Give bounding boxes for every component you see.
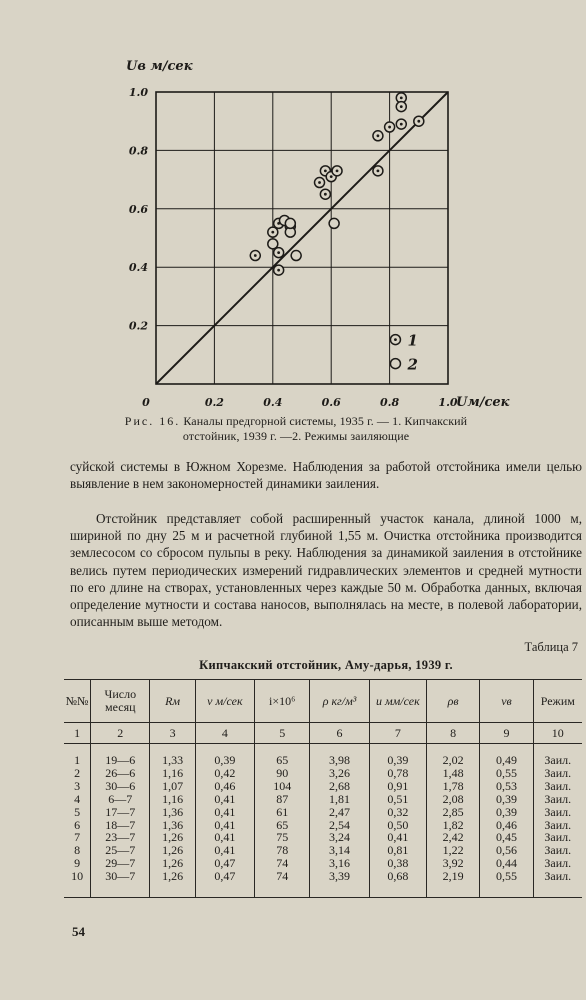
data-point-type-2 bbox=[291, 251, 301, 261]
data-point-type-2 bbox=[268, 239, 278, 249]
column-number-cell: 5 bbox=[255, 723, 310, 744]
table-cell: 0,55 bbox=[480, 767, 533, 780]
table-cell: 1,82 bbox=[427, 819, 480, 832]
table-body bbox=[64, 744, 582, 898]
table-cell: 0,41 bbox=[369, 831, 426, 844]
reference-line-y-equals-x bbox=[156, 92, 448, 384]
header-cell-u: u мм/сек bbox=[369, 680, 426, 723]
table-cell: 104 bbox=[255, 780, 310, 793]
data-point-type-2 bbox=[329, 218, 339, 228]
table-cell: 78 bbox=[255, 844, 310, 857]
data-table bbox=[64, 679, 582, 898]
table-cell: 0,39 bbox=[480, 793, 533, 806]
figure-caption-lead: Рис. 16. bbox=[124, 414, 181, 428]
table-cell: Заил. bbox=[533, 870, 582, 897]
table-cell: 0,49 bbox=[480, 754, 533, 767]
legend-marker bbox=[390, 359, 400, 369]
data-point-type-1-dot bbox=[324, 169, 327, 172]
table-cell: 74 bbox=[255, 857, 310, 870]
table-cell: 0,47 bbox=[195, 857, 254, 870]
table-cell: 6 bbox=[74, 817, 81, 832]
table-cell: 0,41 bbox=[195, 806, 254, 819]
table-cell: Заил. bbox=[533, 844, 582, 857]
table-row bbox=[64, 754, 582, 767]
table-cell: 1,22 bbox=[427, 844, 480, 857]
data-point-type-1-dot bbox=[277, 251, 280, 254]
table-cell: 0,78 bbox=[369, 767, 426, 780]
y-axis-label: Uв м/сек bbox=[126, 59, 193, 74]
table-cell: Заил. bbox=[533, 857, 582, 870]
legend-label: 2 bbox=[407, 355, 418, 374]
legend-label: 1 bbox=[407, 331, 418, 350]
table-cell: 0,81 bbox=[369, 844, 426, 857]
legend-marker-dot bbox=[394, 338, 397, 341]
header-cell-date: Число месяц bbox=[91, 680, 150, 723]
table-cell: 3,16 bbox=[310, 857, 369, 870]
table-cell: 0,56 bbox=[480, 844, 533, 857]
table-cell: 0,42 bbox=[195, 767, 254, 780]
table-cell: Заил. bbox=[533, 754, 582, 767]
table-cell: 87 bbox=[255, 793, 310, 806]
origin-label: 0 bbox=[142, 396, 150, 409]
table-cell: Заил. bbox=[533, 780, 582, 793]
header-cell-rho: ρ кг/м³ bbox=[310, 680, 369, 723]
data-point-type-1-dot bbox=[254, 254, 257, 257]
table-cell: 1,26 bbox=[150, 870, 195, 897]
table-cell: 26—6 bbox=[91, 767, 150, 780]
table-cell: 0,41 bbox=[195, 831, 254, 844]
table-row bbox=[64, 793, 582, 806]
table-cell: 1,81 bbox=[310, 793, 369, 806]
data-point-type-2 bbox=[285, 218, 295, 228]
table-cell: 2,02 bbox=[427, 754, 480, 767]
data-point-type-1-dot bbox=[400, 96, 403, 99]
scatter-chart bbox=[108, 50, 510, 410]
table-cell: 1,26 bbox=[150, 857, 195, 870]
header-cell-number: №№ bbox=[64, 680, 91, 723]
table-row bbox=[64, 767, 582, 780]
table-cell: 29—7 bbox=[91, 857, 150, 870]
table-cell: 2,85 bbox=[427, 806, 480, 819]
table-cell: 1,26 bbox=[150, 831, 195, 844]
table-cell: 2 bbox=[74, 765, 81, 780]
table-cell: 0,39 bbox=[480, 806, 533, 819]
table-cell: 1,07 bbox=[150, 780, 195, 793]
table-cell: 5 bbox=[74, 804, 81, 819]
column-number-cell: 4 bbox=[195, 723, 254, 744]
table-cell: 0,46 bbox=[480, 819, 533, 832]
table-column-number-row bbox=[64, 723, 582, 744]
table-cell: 1,26 bbox=[150, 844, 195, 857]
table-cell: 3,98 bbox=[310, 754, 369, 767]
table-cell: 30—7 bbox=[91, 870, 150, 897]
data-point-type-1-dot bbox=[377, 169, 380, 172]
data-point-type-1-dot bbox=[324, 193, 327, 196]
column-number-cell: 9 bbox=[480, 723, 533, 744]
page-number: 54 bbox=[72, 924, 85, 939]
table-cell: 3,26 bbox=[310, 767, 369, 780]
y-tick-label: 0.2 bbox=[128, 319, 148, 333]
y-tick-label: 0.4 bbox=[128, 261, 148, 275]
table-cell: 18—7 bbox=[91, 819, 150, 832]
table-cell: 2,47 bbox=[310, 806, 369, 819]
paragraph: Отстойник представляет собой расширенный участок канала, длиной 1000 м, шириной по дну 25 м и расчетной глубиной 1,55 м. Очистка отстойника производится землесосом со сбросом пульпы в реку. Наблюдения за динамикой заиления в отстойнике велись путем периодических измерений гидравлических элементов и средней мутности по его длине на створах, установленных через каждые 50 м. Обработка данных, включая определение мутности и состава наносов, выполнялась на месте, в полевой лаборатории, описанным выше методом. bbox=[70, 511, 582, 630]
table-cell: 30—6 bbox=[91, 780, 150, 793]
table-cell: 3,14 bbox=[310, 844, 369, 857]
table-label: Таблица 7 bbox=[524, 640, 578, 654]
column-number-cell: 8 bbox=[427, 723, 480, 744]
table-cell: Заил. bbox=[533, 767, 582, 780]
y-tick-label: 1.0 bbox=[128, 86, 148, 99]
column-number-cell: 10 bbox=[533, 723, 582, 744]
x-axis-label: Uм/сек bbox=[456, 395, 510, 410]
table-cell: 2,42 bbox=[427, 831, 480, 844]
table-cell: 1,78 bbox=[427, 780, 480, 793]
table-cell: 7 bbox=[74, 830, 81, 845]
data-point-type-1-dot bbox=[377, 134, 380, 137]
table-cell: 0,68 bbox=[369, 870, 426, 897]
table-cell: 0,32 bbox=[369, 806, 426, 819]
table-cell: 0,91 bbox=[369, 780, 426, 793]
y-tick-label: 0.8 bbox=[128, 144, 148, 158]
table-header-row bbox=[64, 680, 582, 723]
table-cell: 0,50 bbox=[369, 819, 426, 832]
table-cell: 1,33 bbox=[150, 754, 195, 767]
table-cell: 3,39 bbox=[310, 870, 369, 897]
data-point-type-1-dot bbox=[400, 105, 403, 108]
table-cell: Заил. bbox=[533, 819, 582, 832]
header-cell-i: i×10⁶ bbox=[255, 680, 310, 723]
table-cell: 0,39 bbox=[369, 754, 426, 767]
table-cell: 6—7 bbox=[91, 793, 150, 806]
table-cell: 1,36 bbox=[150, 819, 195, 832]
table-cell: 0,55 bbox=[480, 870, 533, 897]
table-cell: 25—7 bbox=[91, 844, 150, 857]
x-tick-label: 0.6 bbox=[321, 396, 341, 409]
table-cell: 4 bbox=[74, 791, 81, 806]
data-point-type-1-dot bbox=[277, 269, 280, 272]
header-cell-v: v м/сек bbox=[195, 680, 254, 723]
header-cell-v-v: vв bbox=[480, 680, 533, 723]
table-cell: 0,47 bbox=[195, 870, 254, 897]
table-cell: 0,45 bbox=[480, 831, 533, 844]
table-cell: 0,38 bbox=[369, 857, 426, 870]
table-cell: 65 bbox=[255, 819, 310, 832]
table-cell: 17—7 bbox=[91, 806, 150, 819]
table-row bbox=[64, 870, 582, 897]
x-tick-label: 1.0 bbox=[438, 396, 458, 409]
data-point-type-1-dot bbox=[400, 123, 403, 126]
chart-frame bbox=[156, 92, 448, 384]
table-cell: 3 bbox=[74, 778, 81, 793]
table-cell: 74 bbox=[255, 870, 310, 897]
table-cell: Заил. bbox=[533, 793, 582, 806]
table-cell: 10 bbox=[64, 870, 91, 897]
column-number-cell: 1 bbox=[64, 723, 91, 744]
figure-caption-text: Каналы предгорной системы, 1935 г. — 1. Кипчакский отстойник, 1939 г. —2. Режимы заиляющие bbox=[182, 414, 468, 443]
data-point-type-1-dot bbox=[388, 126, 391, 129]
table-cell: 8 bbox=[74, 843, 81, 858]
table-cell: 1,16 bbox=[150, 793, 195, 806]
data-point-type-1-dot bbox=[336, 169, 339, 172]
table-cell: 90 bbox=[255, 767, 310, 780]
table-cell: 0,39 bbox=[195, 754, 254, 767]
column-number-cell: 6 bbox=[310, 723, 369, 744]
table-row bbox=[64, 806, 582, 819]
data-point-type-1-dot bbox=[417, 120, 420, 123]
table-cell: Заил. bbox=[533, 806, 582, 819]
table-cell: 2,19 bbox=[427, 870, 480, 897]
paragraph: суйской системы в Южном Хорезме. Наблюдения за работой отстойника имели целью выявление в нем закономерностей динамики заиления. bbox=[70, 459, 582, 492]
chart-legend bbox=[390, 332, 417, 374]
table-cell: 2,54 bbox=[310, 819, 369, 832]
table-cell: 2,08 bbox=[427, 793, 480, 806]
table-cell: 1,36 bbox=[150, 806, 195, 819]
data-point-type-1-dot bbox=[271, 231, 274, 234]
header-cell-rm: Rм bbox=[150, 680, 195, 723]
y-tick-label: 0.6 bbox=[128, 202, 148, 216]
table-cell: 3,92 bbox=[427, 857, 480, 870]
table-cell: 0,51 bbox=[369, 793, 426, 806]
table-cell: 65 bbox=[255, 754, 310, 767]
header-cell-rho-v: ρв bbox=[427, 680, 480, 723]
table-title: Кипчакский отстойник, Аму-дарья, 1939 г. bbox=[199, 658, 453, 672]
table-cell: 0,41 bbox=[195, 793, 254, 806]
data-point-type-1-dot bbox=[318, 181, 321, 184]
table-cell: 3,24 bbox=[310, 831, 369, 844]
column-number-cell: 2 bbox=[91, 723, 150, 744]
table-cell: 1,48 bbox=[427, 767, 480, 780]
table-cell: 0,41 bbox=[195, 819, 254, 832]
table-cell: Заил. bbox=[533, 831, 582, 844]
table-cell: 1 bbox=[74, 753, 81, 767]
table-cell: 0,44 bbox=[480, 857, 533, 870]
x-tick-label: 0.2 bbox=[204, 396, 224, 409]
header-cell-mode: Режим bbox=[533, 680, 582, 723]
table-cell: 1,16 bbox=[150, 767, 195, 780]
table-cell: 61 bbox=[255, 806, 310, 819]
table-cell: 75 bbox=[255, 831, 310, 844]
chart-points bbox=[250, 93, 424, 275]
column-number-cell: 7 bbox=[369, 723, 426, 744]
x-tick-label: 0.8 bbox=[380, 396, 400, 409]
table-cell: 0,41 bbox=[195, 844, 254, 857]
table-cell: 9 bbox=[74, 856, 81, 871]
column-number-cell: 3 bbox=[150, 723, 195, 744]
figure-caption bbox=[96, 414, 496, 444]
table-cell: 19—6 bbox=[91, 754, 150, 767]
table-cell: 2,68 bbox=[310, 780, 369, 793]
table-cell: 0,53 bbox=[480, 780, 533, 793]
table-cell: 23—7 bbox=[91, 831, 150, 844]
table-cell: 0,46 bbox=[195, 780, 254, 793]
data-point-type-1-dot bbox=[330, 175, 333, 178]
table-row bbox=[64, 780, 582, 793]
x-tick-label: 0.4 bbox=[263, 396, 283, 409]
